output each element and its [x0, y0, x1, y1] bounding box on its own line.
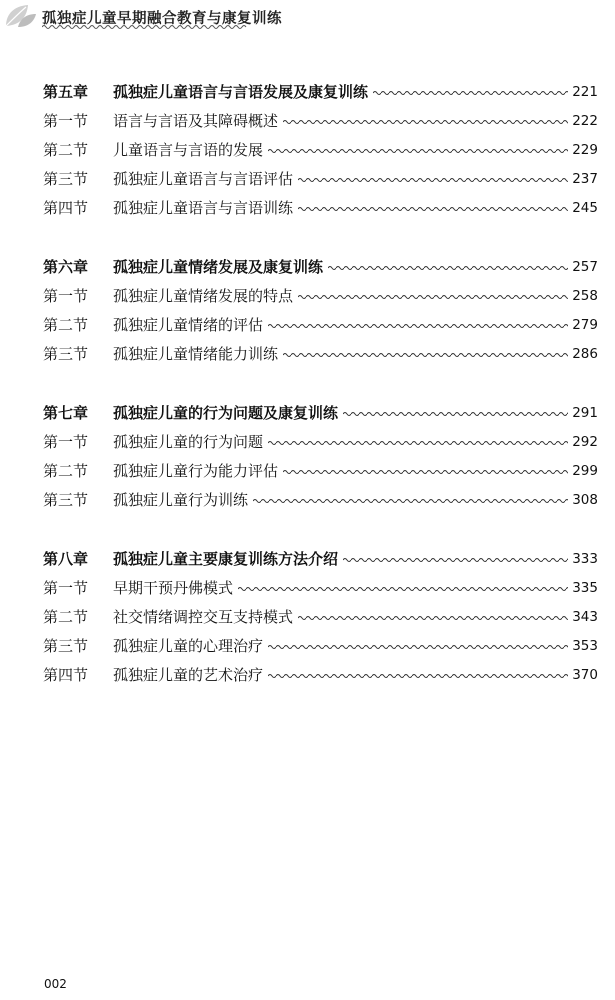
toc-entry-row[interactable] [43, 660, 598, 689]
section-number: 第三节 [43, 490, 89, 509]
chapter-title: 孤独症儿童语言与言语发展及康复训练 [113, 82, 369, 101]
wavy-leader [253, 498, 568, 504]
section-number: 第三节 [43, 636, 89, 655]
section-title: 孤独症儿童情绪能力训练 [113, 344, 279, 363]
wavy-leader [283, 469, 568, 475]
wavy-leader [328, 265, 568, 271]
wavy-leader [343, 557, 568, 563]
wavy-leader [238, 586, 568, 592]
chapter-page: 333 [572, 550, 598, 567]
toc-entry-row[interactable] [43, 106, 598, 135]
wavy-leader [268, 440, 568, 446]
section-page: 308 [572, 491, 598, 508]
toc-section [43, 544, 598, 689]
section-title: 孤独症儿童的行为问题 [113, 432, 264, 451]
toc-entry-row[interactable] [43, 427, 598, 456]
section-page: 292 [572, 433, 598, 450]
wavy-leader [268, 148, 568, 154]
section-page: 237 [572, 170, 598, 187]
toc-section [43, 252, 598, 368]
toc-entry-row[interactable] [43, 631, 598, 660]
section-number: 第二节 [43, 607, 89, 626]
section-page: 335 [572, 579, 598, 596]
toc-entry-row[interactable] [43, 281, 598, 310]
section-number: 第四节 [43, 665, 89, 684]
section-title: 孤独症儿童情绪的评估 [113, 315, 264, 334]
section-number: 第二节 [43, 315, 89, 334]
section-title: 孤独症儿童的艺术治疗 [113, 665, 264, 684]
section-title: 孤独症儿童语言与言语评估 [113, 169, 294, 188]
section-number: 第二节 [43, 461, 89, 480]
toc-chapter-row[interactable] [43, 252, 598, 281]
section-page: 279 [572, 316, 598, 333]
leaf-icon [2, 2, 38, 30]
section-title: 孤独症儿童情绪发展的特点 [113, 286, 294, 305]
section-page: 299 [572, 462, 598, 479]
section-number: 第一节 [43, 111, 89, 130]
section-number: 第一节 [43, 578, 89, 597]
section-page: 222 [572, 112, 598, 129]
chapter-page: 221 [572, 83, 598, 100]
chapter-number: 第五章 [43, 82, 89, 101]
chapter-page: 291 [572, 404, 598, 421]
wavy-leader [268, 673, 568, 679]
section-title: 孤独症儿童行为能力评估 [113, 461, 279, 480]
section-title: 孤独症儿童行为训练 [113, 490, 249, 509]
wavy-leader [283, 119, 568, 125]
header-wave-divider [42, 24, 248, 30]
section-number: 第一节 [43, 432, 89, 451]
section-page: 353 [572, 637, 598, 654]
section-page: 370 [572, 666, 598, 683]
wavy-leader [373, 90, 568, 96]
chapter-number: 第七章 [43, 403, 89, 422]
section-page: 245 [572, 199, 598, 216]
wavy-leader [298, 615, 568, 621]
toc-entry-row[interactable] [43, 602, 598, 631]
section-title: 儿童语言与言语的发展 [113, 140, 264, 159]
chapter-title: 孤独症儿童情绪发展及康复训练 [113, 257, 324, 276]
section-number: 第二节 [43, 140, 89, 159]
wavy-leader [268, 644, 568, 650]
section-title: 孤独症儿童语言与言语训练 [113, 198, 294, 217]
chapter-number: 第六章 [43, 257, 89, 276]
toc-chapter-row[interactable] [43, 77, 598, 106]
page-header [0, 0, 615, 40]
toc-entry-row[interactable] [43, 193, 598, 222]
toc-chapter-row[interactable] [43, 544, 598, 573]
toc-section [43, 77, 598, 222]
section-page: 343 [572, 608, 598, 625]
chapter-number: 第八章 [43, 549, 89, 568]
chapter-title: 孤独症儿童主要康复训练方法介绍 [113, 549, 339, 568]
toc-entry-row[interactable] [43, 310, 598, 339]
toc-entry-row[interactable] [43, 485, 598, 514]
wavy-leader [268, 323, 568, 329]
section-page: 229 [572, 141, 598, 158]
section-number: 第三节 [43, 169, 89, 188]
section-page: 258 [572, 287, 598, 304]
wavy-leader [283, 352, 568, 358]
section-title: 孤独症儿童的心理治疗 [113, 636, 264, 655]
toc-section [43, 398, 598, 514]
section-title: 社交情绪调控交互支持模式 [113, 607, 294, 626]
section-number: 第四节 [43, 198, 89, 217]
book-title: 孤独症儿童早期融合教育与康复训练 [42, 10, 282, 27]
section-number: 第一节 [43, 286, 89, 305]
chapter-title: 孤独症儿童的行为问题及康复训练 [113, 403, 339, 422]
section-title: 语言与言语及其障碍概述 [113, 111, 279, 130]
table-of-contents [43, 77, 598, 719]
toc-entry-row[interactable] [43, 135, 598, 164]
toc-chapter-row[interactable] [43, 398, 598, 427]
wavy-leader [298, 177, 568, 183]
wavy-leader [298, 206, 568, 212]
toc-entry-row[interactable] [43, 164, 598, 193]
page-number: 002 [44, 977, 67, 991]
toc-entry-row[interactable] [43, 456, 598, 485]
section-number: 第三节 [43, 344, 89, 363]
toc-entry-row[interactable] [43, 339, 598, 368]
wavy-leader [343, 411, 568, 417]
section-title: 早期干预丹佛模式 [113, 578, 234, 597]
wavy-leader [298, 294, 568, 300]
chapter-page: 257 [572, 258, 598, 275]
section-page: 286 [572, 345, 598, 362]
toc-entry-row[interactable] [43, 573, 598, 602]
